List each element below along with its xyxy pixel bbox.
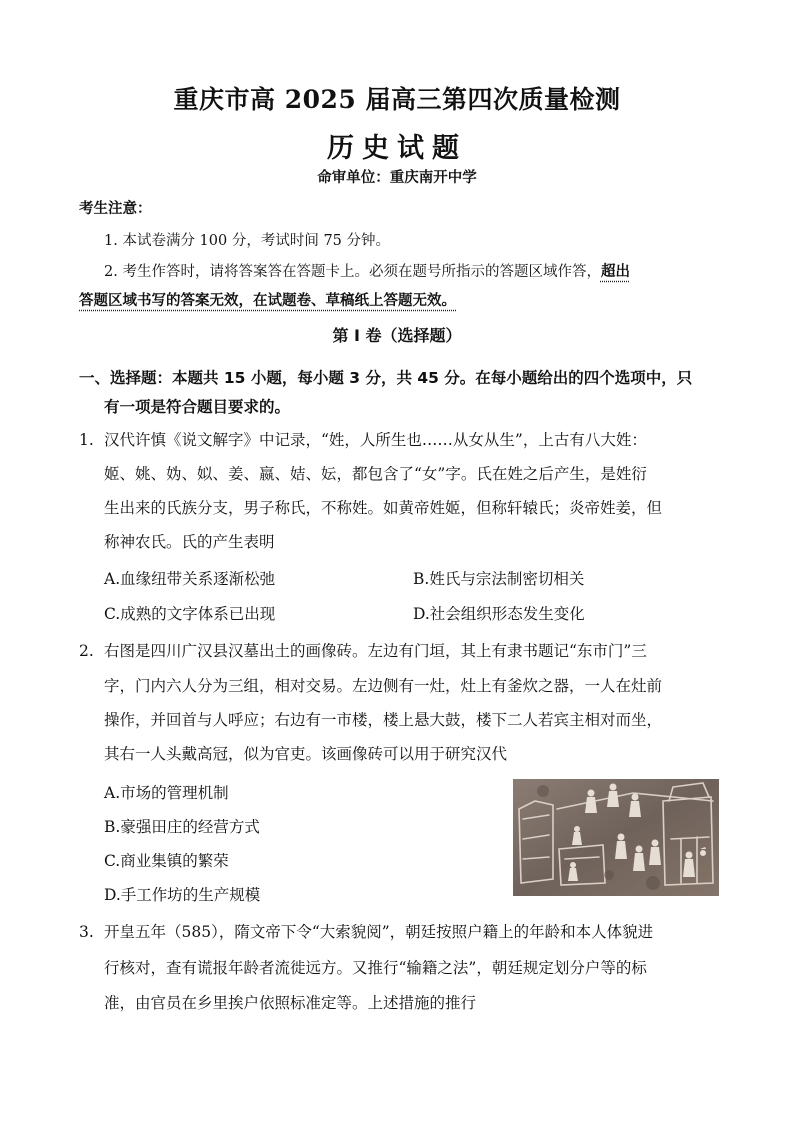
q1-stem-line-2: 姬、姚、妫、姒、姜、嬴、姞、妘，都包含了“女”字。氏在姓之后产生，是姓衍 xyxy=(104,465,647,483)
q3-stem-line-1: 开皇五年（585），隋文帝下令“大索貌阅”，朝廷按照户籍上的年龄和本人体貌进 xyxy=(104,923,654,941)
q1-option-b: B.姓氏与宗法制密切相关 xyxy=(413,570,585,588)
section-title: 第 I 卷（选择题） xyxy=(332,326,462,345)
q3-stem-line-3: 准，由官员在乡里挨户依照标准定等。上述措施的推行 xyxy=(104,994,477,1012)
subject-title: 历史试题 xyxy=(327,133,467,164)
q1-option-a: A.血缘纽带关系逐渐松弛 xyxy=(104,570,276,588)
notice-item-2-emphasis: 超出 xyxy=(600,264,630,280)
q3-stem-line-2: 行核对，查有谎报年龄者流徙远方。又推行“输籍之法”，朝廷规定划分户等的标 xyxy=(104,959,647,977)
exam-title: 重庆市高 2025 届高三第四次质量检测 xyxy=(173,85,621,114)
han-brick-relief-image xyxy=(513,779,719,896)
notice-item-2 xyxy=(104,265,630,280)
q2-option-d: D.手工作坊的生产规模 xyxy=(104,886,261,904)
q2-stem-line-3: 操作，并回首与人呼应；右边有一市楼，楼上悬大鼓，楼下二人若宾主相对而坐， xyxy=(104,711,663,729)
q2-number: 2. xyxy=(79,642,94,660)
q1-stem-line-3: 生出来的氏族分支，男子称氏，不称姓。如黄帝姓姬，但称轩辕氏；炎帝姓姜，但 xyxy=(104,499,663,517)
notice-heading: 考生注意： xyxy=(79,201,152,217)
q2-stem-line-2: 字，门内六人分为三组，相对交易。左边侧有一灶，灶上有釜炊之器，一人在灶前 xyxy=(104,677,663,695)
q1-stem-line-1: 汉代许慎《说文解字》中记录，“姓，人所生也……从女从生”，上古有八大姓： xyxy=(104,431,647,449)
notice-item-1: 1. 本试卷满分 100 分，考试时间 75 分钟。 xyxy=(104,233,391,249)
q1-stem-line-4: 称神农氏。氏的产生表明 xyxy=(104,533,275,551)
q2-option-c: C.商业集镇的繁荣 xyxy=(104,852,229,870)
notice-item-2-text: 2. 考生作答时，请将答案答在答题卡上。必须在题号所指示的答题区域作答， xyxy=(104,264,601,280)
section-instruction-2: 有一项是符合题目要求的。 xyxy=(104,398,291,416)
q1-number: 1. xyxy=(79,431,94,449)
section-instruction-1: 一、选择题：本题共 15 小题，每小题 3 分，共 45 分。在每小题给出的四个选项中，只 xyxy=(79,369,693,387)
q2-stem-line-1: 右图是四川广汉县汉墓出土的画像砖。左边有门垣，其上有隶书题记“东市门”三 xyxy=(104,642,647,660)
notice-item-2-emphasis-cont: 答题区域书写的答案无效，在试题卷、草稿纸上答题无效。 xyxy=(79,293,456,309)
author-unit: 命审单位：重庆南开中学 xyxy=(317,170,477,186)
q2-option-a: A.市场的管理机制 xyxy=(104,784,229,802)
q1-option-d: D.社会组织形态发生变化 xyxy=(413,605,585,623)
q2-option-b: B.豪强田庄的经营方式 xyxy=(104,818,260,836)
q3-number: 3. xyxy=(79,923,94,941)
q1-option-c: C.成熟的文字体系已出现 xyxy=(104,605,276,623)
q2-stem-line-4: 其右一人头戴高冠，似为官吏。该画像砖可以用于研究汉代 xyxy=(104,745,508,763)
